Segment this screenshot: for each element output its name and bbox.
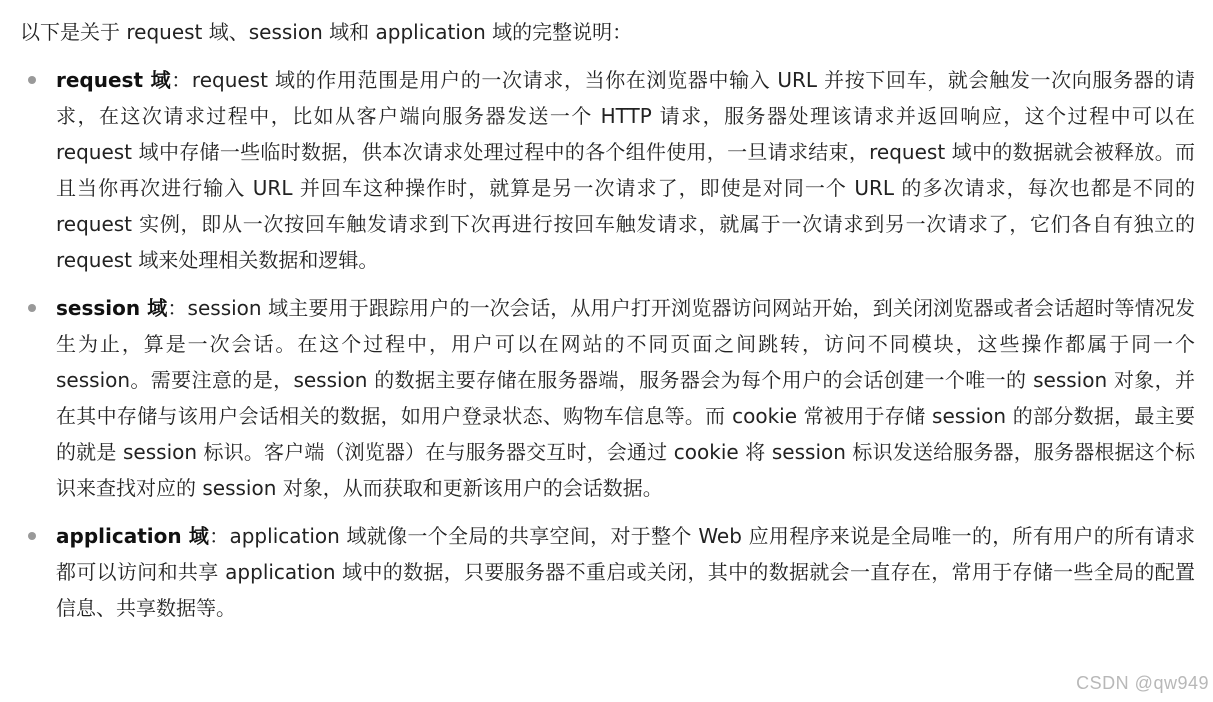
bullet-icon <box>28 532 36 540</box>
list-item-session <box>20 290 1195 506</box>
term-separator: ： <box>167 296 188 320</box>
intro-paragraph: 以下是关于 request 域、session 域和 application 域的完整说明： <box>20 20 633 44</box>
term-separator: ： <box>171 68 192 92</box>
term-application: application 域 <box>56 524 210 548</box>
term-session: session 域 <box>56 296 168 320</box>
document-body <box>20 0 1195 638</box>
description-session: session 域主要用于跟踪用户的一次会话，从用户打开浏览器访问网站开始，到关闭浏览器或者会话超时等情况发生为止，算是一次会话。在这个过程中，用户可以在网站的不同页面之间跳转，访问不同模块，这些操作都属于同一个 session。需要注意的是，session 的数据主要存储在服务器端，服务器会为每个用户的会话创建一个唯一的 session 对象，并在其中存储与该用户会话相关的数据，如用户登录状态、购物车信息等。而 cookie 常被用于存储 session 的部分数据，最主要的就是 session 标识。客户端（浏览器）在与服务器交互时，会通过 cookie 将 session 标识发送给服务器，服务器根据这个标识来查找对应的 session 对象，从而获取和更新该用户的会话数据。 <box>56 296 1196 500</box>
term-separator: ： <box>209 524 230 548</box>
list-item-application <box>20 518 1195 626</box>
bullet-icon <box>28 304 36 312</box>
description-application: application 域就像一个全局的共享空间，对于整个 Web 应用程序来说是全局唯一的，所有用户的所有请求都可以访问和共享 application 域中的数据，只要服务器不重启或关闭，其中的数据就会一直存在，常用于存储一些全局的配置信息、共享数据等。 <box>56 524 1196 620</box>
list-item-request <box>20 62 1195 278</box>
bullet-icon <box>28 76 36 84</box>
watermark: CSDN @qw949 <box>1076 673 1209 693</box>
scope-list <box>20 62 1195 626</box>
description-request: request 域的作用范围是用户的一次请求，当你在浏览器中输入 URL 并按下回车，就会触发一次向服务器的请求，在这次请求过程中，比如从客户端向服务器发送一个 HTTP 请求，服务器处理该请求并返回响应，这个过程中可以在 request 域中存储一些临时数据，供本次请求处理过程中的各个组件使用，一旦请求结束，request 域中的数据就会被释放。而且当你再次进行输入 URL 并回车这种操作时，就算是另一次请求了，即使是对同一个 URL 的多次请求，每次也都是不同的 request 实例，即从一次按回车触发请求到下次再进行按回车触发请求，就属于一次请求到另一次请求了，它们各自有独立的 request 域来处理相关数据和逻辑。 <box>56 68 1196 272</box>
term-request: request 域 <box>56 68 172 92</box>
